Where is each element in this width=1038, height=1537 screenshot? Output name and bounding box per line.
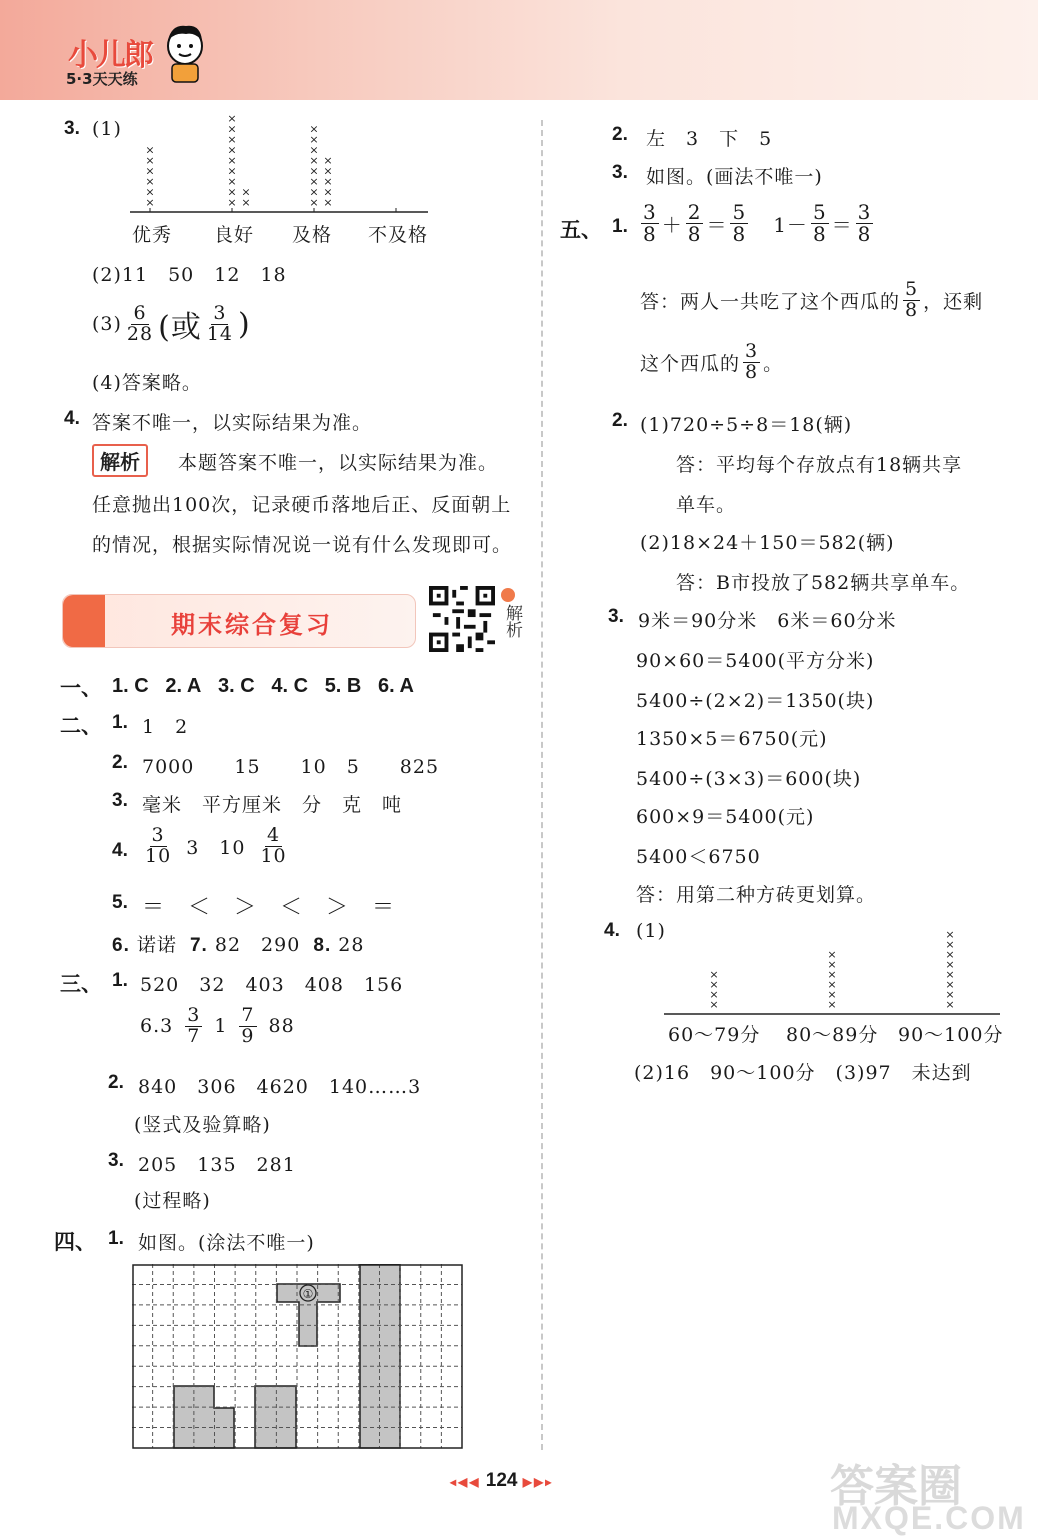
fraction-7-9 bbox=[239, 1006, 256, 1047]
r-q3-number: 3. bbox=[612, 162, 628, 183]
frac-num: 6 bbox=[133, 301, 147, 324]
equals-sign: ＝ bbox=[831, 213, 853, 237]
tally-mark: × bbox=[227, 143, 237, 157]
frac-num: 2 bbox=[687, 200, 702, 224]
frac-den: 28 bbox=[126, 322, 154, 345]
p3-q3-answer: 205 135 281 bbox=[138, 1154, 296, 1176]
answer-text: ，还剩 bbox=[923, 290, 984, 313]
tally-mark: × bbox=[227, 175, 237, 188]
jiexi-line-1: 本题答案不唯一，以实际结果为准。 bbox=[178, 452, 499, 474]
p2-q8-number: 8. bbox=[313, 935, 332, 956]
tally-cat-excellent: 优秀 bbox=[132, 224, 173, 246]
part-four-label: 四、 bbox=[54, 1230, 96, 1254]
frac-den: 8 bbox=[857, 222, 872, 246]
jiexi-line-2: 任意抛出100次，记录硬币落地后正、反面朝上 bbox=[92, 494, 512, 516]
p5-q3-calc-4: 5400÷(3×3)＝600(块) bbox=[636, 768, 862, 790]
p2-q3-answer: 毫米 平方厘米 分 克 吨 bbox=[142, 794, 403, 816]
answer-2: 2. A bbox=[165, 675, 202, 697]
tally-mark: × bbox=[145, 164, 155, 178]
tally-mark: × bbox=[309, 154, 319, 167]
p4-q1-number: 1. bbox=[108, 1228, 124, 1249]
jiexi-line-3: 的情况，根据实际情况说一说有什么发现即可。 bbox=[92, 534, 513, 556]
tally-cat-90-100: 90～100分 bbox=[898, 1024, 1004, 1046]
p2-q6-answer: 诺诺 bbox=[136, 934, 177, 956]
tally-mark: × bbox=[945, 958, 955, 971]
p2-q1-number: 1. bbox=[112, 712, 128, 733]
value-1: 1 bbox=[214, 1015, 228, 1038]
frac-den: 14 bbox=[206, 322, 234, 345]
answer-3: 3. C bbox=[217, 675, 255, 697]
tally-mark: × bbox=[309, 175, 319, 188]
watermark-logo: 答案圈 bbox=[830, 1461, 962, 1512]
p3-q1-answer: 520 32 403 408 156 bbox=[140, 974, 404, 996]
p5-q3-calc-5: 600×9＝5400(元) bbox=[636, 806, 815, 828]
p5-q2-calc2: (2)18×24＋150＝582(辆) bbox=[640, 532, 895, 554]
qr-label: 解析 bbox=[502, 604, 522, 638]
p5-q3-calc-1: 90×60＝5400(平方分米) bbox=[636, 650, 875, 672]
tally-cat-fail: 不及格 bbox=[368, 224, 429, 246]
tally-mark: × bbox=[709, 968, 719, 981]
r-q2-answer: 左 3 下 5 bbox=[646, 128, 773, 150]
q3-part3-prefix: (3) bbox=[92, 313, 122, 335]
p5-q3-answer: 答：用第二种方砖更划算。 bbox=[636, 884, 877, 906]
p2-q4-mid: 3 10 bbox=[186, 836, 246, 859]
p3-q1-number: 1. bbox=[112, 970, 128, 991]
tally-cat-60-79: 60～79分 bbox=[668, 1024, 761, 1046]
tally-mark: × bbox=[227, 112, 237, 125]
page-number bbox=[450, 1470, 553, 1492]
p2-q3-number: 3. bbox=[112, 790, 128, 811]
tally-mark: × bbox=[309, 143, 319, 157]
tally-mark: × bbox=[227, 154, 237, 167]
tally-mark: × bbox=[145, 143, 155, 157]
frac-den: 8 bbox=[643, 222, 657, 246]
tally-mark: × bbox=[945, 978, 955, 991]
p3-q3-note: (过程略) bbox=[134, 1190, 211, 1212]
frac-num: 3 bbox=[643, 200, 657, 224]
frac-den: 10 bbox=[145, 844, 172, 867]
tally-mark: × bbox=[227, 164, 237, 178]
p5-q1-number: 1. bbox=[612, 216, 628, 237]
answer-text: 答：两人一共吃了这个西瓜的 bbox=[640, 290, 901, 313]
next-arrows-icon: ▶▶▸ bbox=[522, 1475, 554, 1489]
plus-sign: ＋ bbox=[661, 213, 683, 237]
q3-number: 3. bbox=[64, 118, 80, 139]
series-label: 5·3天天练 bbox=[66, 70, 138, 88]
tally-mark: × bbox=[827, 998, 837, 1011]
frac-den: 9 bbox=[241, 1024, 255, 1047]
tally-mark: × bbox=[323, 164, 333, 178]
fraction-5-8b bbox=[811, 202, 829, 245]
tally-mark: × bbox=[145, 175, 155, 188]
frac-den: 8 bbox=[905, 298, 919, 321]
p2-q7-number: 7. bbox=[189, 935, 208, 956]
fraction-3-10 bbox=[143, 826, 173, 867]
fraction-6-28 bbox=[125, 301, 155, 345]
frac-den: 8 bbox=[745, 360, 759, 383]
tally-mark: × bbox=[323, 154, 333, 167]
frac-num: 5 bbox=[812, 200, 827, 224]
frac-num: 3 bbox=[187, 1004, 201, 1026]
answer-4: 4. C bbox=[271, 675, 309, 697]
answer-1: 1. C bbox=[112, 675, 149, 697]
banner-accent-bar bbox=[63, 595, 105, 647]
tally-mark: × bbox=[309, 133, 319, 146]
tally-mark: × bbox=[145, 196, 155, 209]
tally-mark: × bbox=[945, 998, 955, 1011]
p2-q5-number: 5. bbox=[112, 892, 128, 913]
grid-shape-label: ① bbox=[302, 1287, 314, 1301]
tally-mark: × bbox=[145, 154, 155, 167]
watermark-url: MXQE.COM bbox=[832, 1500, 1026, 1536]
frac-num: 4 bbox=[267, 824, 281, 846]
p5-q4-number: 4. bbox=[604, 920, 620, 941]
frac-num: 7 bbox=[241, 1004, 255, 1026]
p3-q2-note: (竖式及验算略) bbox=[134, 1114, 271, 1136]
frac-num: 3 bbox=[213, 301, 227, 324]
value-88: 88 bbox=[268, 1015, 295, 1038]
tally-mark: × bbox=[945, 928, 955, 941]
q3-part4: (4)答案略。 bbox=[92, 372, 202, 394]
tally-mark: × bbox=[709, 978, 719, 991]
tally-mark: × bbox=[145, 185, 155, 199]
p2-q5-answer: ＝ ＜ ＞ ＜ ＞ ＝ bbox=[142, 895, 396, 920]
tally-mark: × bbox=[309, 196, 319, 209]
header-band bbox=[0, 0, 1038, 100]
p5-q3-conversion: 9米＝90分米 6米＝60分米 bbox=[638, 610, 897, 632]
tally-mark: × bbox=[945, 948, 955, 961]
tally-cat-pass: 及格 bbox=[292, 224, 333, 246]
q3-part2: (2)11 50 12 18 bbox=[92, 264, 287, 286]
p5-q3-calc-3: 1350×5＝6750(元) bbox=[636, 728, 828, 750]
tally-mark: × bbox=[323, 175, 333, 188]
p3-q1-answer-b bbox=[140, 1006, 295, 1047]
p2-q6-8 bbox=[112, 930, 364, 957]
q4-number: 4. bbox=[64, 408, 80, 429]
frac-num: 5 bbox=[905, 278, 919, 300]
section-title: 期末综合复习 bbox=[171, 611, 333, 639]
tally-cat-80-89: 80～89分 bbox=[786, 1024, 879, 1046]
p5-q2-answer2: 答：B市投放了582辆共享单车。 bbox=[676, 572, 971, 594]
p5-q2-answer1a: 答：平均每个存放点有18辆共享 bbox=[676, 454, 963, 476]
q3-part3 bbox=[92, 302, 251, 346]
mascot-icon bbox=[160, 22, 210, 86]
p5-q1-equations bbox=[638, 202, 876, 245]
tally-mark: × bbox=[827, 978, 837, 991]
brand-logo: 小儿郎 bbox=[68, 38, 152, 73]
value-6-3: 6.3 bbox=[140, 1015, 174, 1038]
fraction-3-14 bbox=[205, 301, 235, 345]
tally-mark: × bbox=[227, 122, 237, 136]
tally-mark: × bbox=[241, 196, 251, 209]
fraction-3-7 bbox=[185, 1006, 202, 1047]
tally-mark: × bbox=[309, 164, 319, 178]
frac-num: 3 bbox=[857, 200, 872, 224]
q4-text: 答案不唯一，以实际结果为准。 bbox=[92, 412, 373, 434]
p5-q1-answer-line1 bbox=[640, 280, 983, 321]
tally-mark: × bbox=[709, 988, 719, 1001]
tally-mark: × bbox=[309, 122, 319, 136]
tally-mark: × bbox=[945, 938, 955, 951]
r-q3-answer: 如图。(画法不唯一) bbox=[646, 166, 823, 188]
jiexi-badge bbox=[92, 444, 148, 477]
frac-den: 8 bbox=[812, 222, 827, 246]
fraction-2-8 bbox=[686, 202, 704, 245]
tally-mark: × bbox=[241, 185, 251, 199]
p5-q3-number: 3. bbox=[608, 606, 624, 627]
tally-mark: × bbox=[827, 948, 837, 961]
tally-mark: × bbox=[323, 196, 333, 209]
frac-den: 8 bbox=[687, 222, 702, 246]
p5-q4-part2-3: (2)16 90～100分 (3)97 未达到 bbox=[634, 1062, 972, 1084]
q3-part3-mid: (或 bbox=[158, 310, 202, 345]
part-one-answers bbox=[112, 675, 414, 698]
tally-mark: × bbox=[227, 196, 237, 209]
equals-sign: ＝ bbox=[706, 213, 728, 237]
tally-mark: × bbox=[709, 998, 719, 1011]
p5-q2-calc1: (1)720÷5÷8＝18(辆) bbox=[640, 414, 853, 436]
p2-q1-answer: 1 2 bbox=[142, 716, 189, 738]
p4-q1-answer: 如图。(涂法不唯一) bbox=[138, 1232, 315, 1254]
answer-5: 5. B bbox=[324, 675, 362, 697]
frac-den: 8 bbox=[732, 222, 747, 246]
column-divider bbox=[541, 120, 543, 1450]
p5-q2-answer1b: 单车。 bbox=[676, 494, 737, 516]
tally-cat-good: 良好 bbox=[214, 224, 255, 246]
tally-mark: × bbox=[227, 133, 237, 146]
answer-text: 这个西瓜的 bbox=[640, 352, 741, 375]
p5-q2-number: 2. bbox=[612, 410, 628, 431]
jiexi-tag: 解析 bbox=[92, 444, 148, 477]
fraction-5-8c bbox=[903, 280, 920, 321]
tally-mark: × bbox=[945, 968, 955, 981]
frac-den: 7 bbox=[187, 1024, 201, 1047]
answer-text: 。 bbox=[763, 352, 784, 375]
one-minus: 1－ bbox=[773, 213, 808, 237]
frac-num: 5 bbox=[732, 200, 747, 224]
tally-mark: × bbox=[827, 988, 837, 1001]
qr-code-icon[interactable] bbox=[428, 586, 496, 652]
section-banner bbox=[62, 594, 416, 648]
p2-q6-number: 6. bbox=[112, 935, 130, 956]
tally-mark: × bbox=[323, 185, 333, 199]
r-q2-number: 2. bbox=[612, 124, 628, 145]
page-number-text: 124 bbox=[485, 1470, 518, 1491]
p2-q4-number: 4. bbox=[112, 840, 128, 861]
fraction-3-8b bbox=[856, 202, 874, 245]
tally-mark: × bbox=[827, 958, 837, 971]
q3-part3-close: ) bbox=[238, 306, 251, 342]
p2-q7-answer: 82 290 bbox=[214, 934, 301, 956]
part-one-label: 一、 bbox=[60, 676, 102, 700]
part-two-label: 二、 bbox=[60, 714, 102, 738]
frac-num: 3 bbox=[151, 824, 165, 846]
part-five-label: 五、 bbox=[560, 218, 602, 242]
p2-q4-answer bbox=[140, 826, 292, 867]
tally-mark: × bbox=[309, 185, 319, 199]
grid-figure bbox=[132, 1264, 464, 1450]
tally-mark: × bbox=[227, 185, 237, 199]
p5-q3-calc-6: 5400＜6750 bbox=[636, 846, 761, 868]
tally-chart-q4 bbox=[662, 926, 1002, 1022]
p3-q2-number: 2. bbox=[108, 1072, 124, 1093]
tally-mark: × bbox=[827, 968, 837, 981]
p3-q3-number: 3. bbox=[108, 1150, 124, 1171]
fraction-5-8 bbox=[730, 202, 748, 245]
p5-q3-calc-2: 5400÷(2×2)＝1350(块) bbox=[636, 690, 875, 712]
p5-q4-part1-label: (1) bbox=[636, 920, 666, 942]
fraction-4-10 bbox=[258, 826, 288, 867]
prev-arrows-icon: ◂◀◀ bbox=[450, 1475, 481, 1489]
fraction-3-8 bbox=[641, 202, 659, 245]
frac-num: 3 bbox=[745, 340, 759, 362]
part-three-label: 三、 bbox=[60, 972, 102, 996]
p2-q2-answer: 7000 15 10 5 825 bbox=[142, 756, 440, 778]
frac-den: 10 bbox=[260, 844, 287, 867]
play-arrow-icon[interactable] bbox=[501, 588, 515, 602]
q3-part1-label: (1) bbox=[92, 118, 122, 140]
answer-6: 6. A bbox=[378, 675, 414, 697]
p3-q2-answer: 840 306 4620 140……3 bbox=[138, 1076, 422, 1098]
p2-q2-number: 2. bbox=[112, 752, 128, 773]
fraction-3-8c bbox=[743, 342, 760, 383]
p5-q1-answer-line2 bbox=[640, 342, 783, 383]
tally-mark: × bbox=[945, 988, 955, 1001]
p2-q8-answer: 28 bbox=[338, 934, 365, 956]
